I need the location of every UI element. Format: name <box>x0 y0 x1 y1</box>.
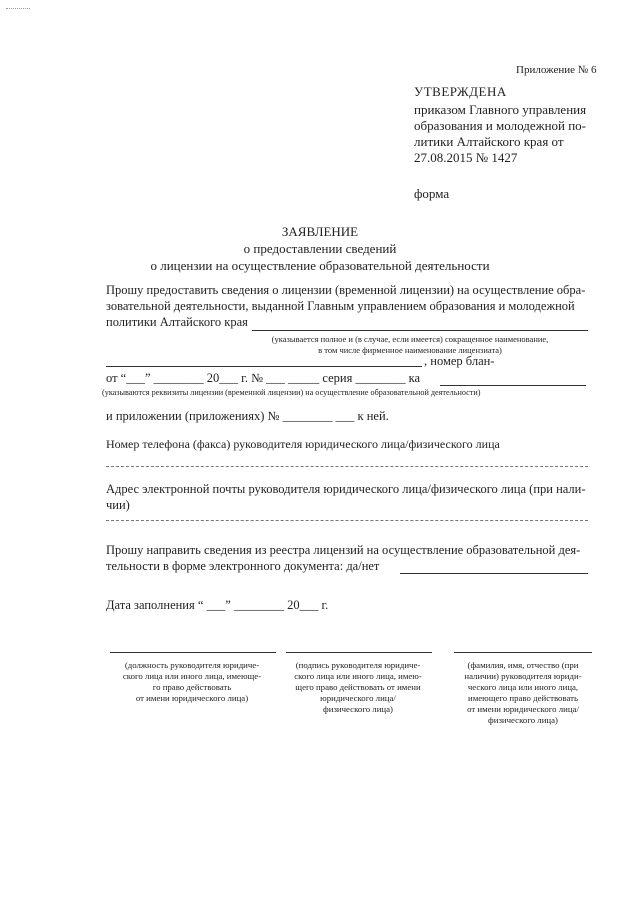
date-label: Дата заполнения “ ___” ________ 20___ г. <box>106 598 329 612</box>
blank-number-label: , номер блан- <box>424 354 495 368</box>
paragraph-1-line-3: политики Алтайского края <box>106 315 248 329</box>
appendix-label: Приложение № 6 <box>516 64 597 76</box>
request-line-1: Прошу направить сведения из реестра лицензий на осуществление образовательной дея- <box>106 543 581 557</box>
email-field[interactable] <box>106 520 588 521</box>
paragraph-1-line-1: Прошу предоставить сведения о лицензии (временной лицензии) на осуществление обра- <box>106 283 586 297</box>
email-label: Адрес электронной почты руководителя юридического лица/физического лица (при нали- <box>106 482 586 496</box>
full-name-caption: (фамилия, имя, отчество (при наличии) руководителя юриди- ческого лица или иного лица, имеющего право действовать от имени юридического лица/ физического лица) <box>464 660 582 725</box>
phone-field[interactable] <box>106 466 588 467</box>
position-signature-line[interactable] <box>110 652 276 653</box>
license-details-hint: (указываются реквизиты лицензии (временной лицензии) на осуществление образовательной деятельности) <box>102 388 481 397</box>
licensee-name-hint-2: в том числе фирменное наименование лицензиата) <box>318 345 502 355</box>
title-line-3: о лицензии на осуществление образовательной деятельности <box>150 258 490 273</box>
document-title: ЗАЯВЛЕНИЕ <box>281 224 359 239</box>
email-label-2: чии) <box>106 498 130 512</box>
license-details-row: от “___” ________ 20___ г. № ___ _____ серия ________ ка <box>106 371 421 385</box>
licensee-name-hint: (указывается полное и (в случае, если имеется) сокращенное наименование, <box>271 334 549 344</box>
form-label: форма <box>414 186 450 201</box>
order-line-3: литики Алтайского края от <box>414 134 564 149</box>
order-line-2: образования и молодежной по- <box>414 118 587 133</box>
attachments-line: и приложении (приложениях) № ________ ___ к ней. <box>106 409 389 423</box>
paragraph-1-line-2: зовательной деятельности, выданной Главным управлением образования и молодежной <box>106 299 575 313</box>
title-line-2: о предоставлении сведений <box>243 241 397 256</box>
order-line-4: 27.08.2015 № 1427 <box>414 150 518 165</box>
signature-caption: (подпись руководителя юридиче- ского лица или иного лица, имею- щего право действовать от имени юридического лица/ физического лица) <box>294 660 422 714</box>
licensee-name-field[interactable] <box>252 330 588 331</box>
request-line-2: тельности в форме электронного документа: да/нет <box>106 559 380 573</box>
position-caption: (должность руководителя юридиче- ского лица или иного лица, имеюще- го право действовать от имени юридического лица) <box>122 660 262 703</box>
order-line-1: приказом Главного управления <box>414 102 587 117</box>
yes-no-field[interactable] <box>400 573 588 574</box>
license-details-field[interactable] <box>440 385 586 386</box>
licensee-name-field-2[interactable] <box>106 366 422 367</box>
scan-mark <box>6 8 30 9</box>
phone-label: Номер телефона (факса) руководителя юридического лица/физического лица <box>106 437 500 451</box>
approved-label: УТВЕРЖДЕНА <box>414 84 507 99</box>
full-name-signature-line[interactable] <box>454 652 592 653</box>
signature-line[interactable] <box>286 652 432 653</box>
